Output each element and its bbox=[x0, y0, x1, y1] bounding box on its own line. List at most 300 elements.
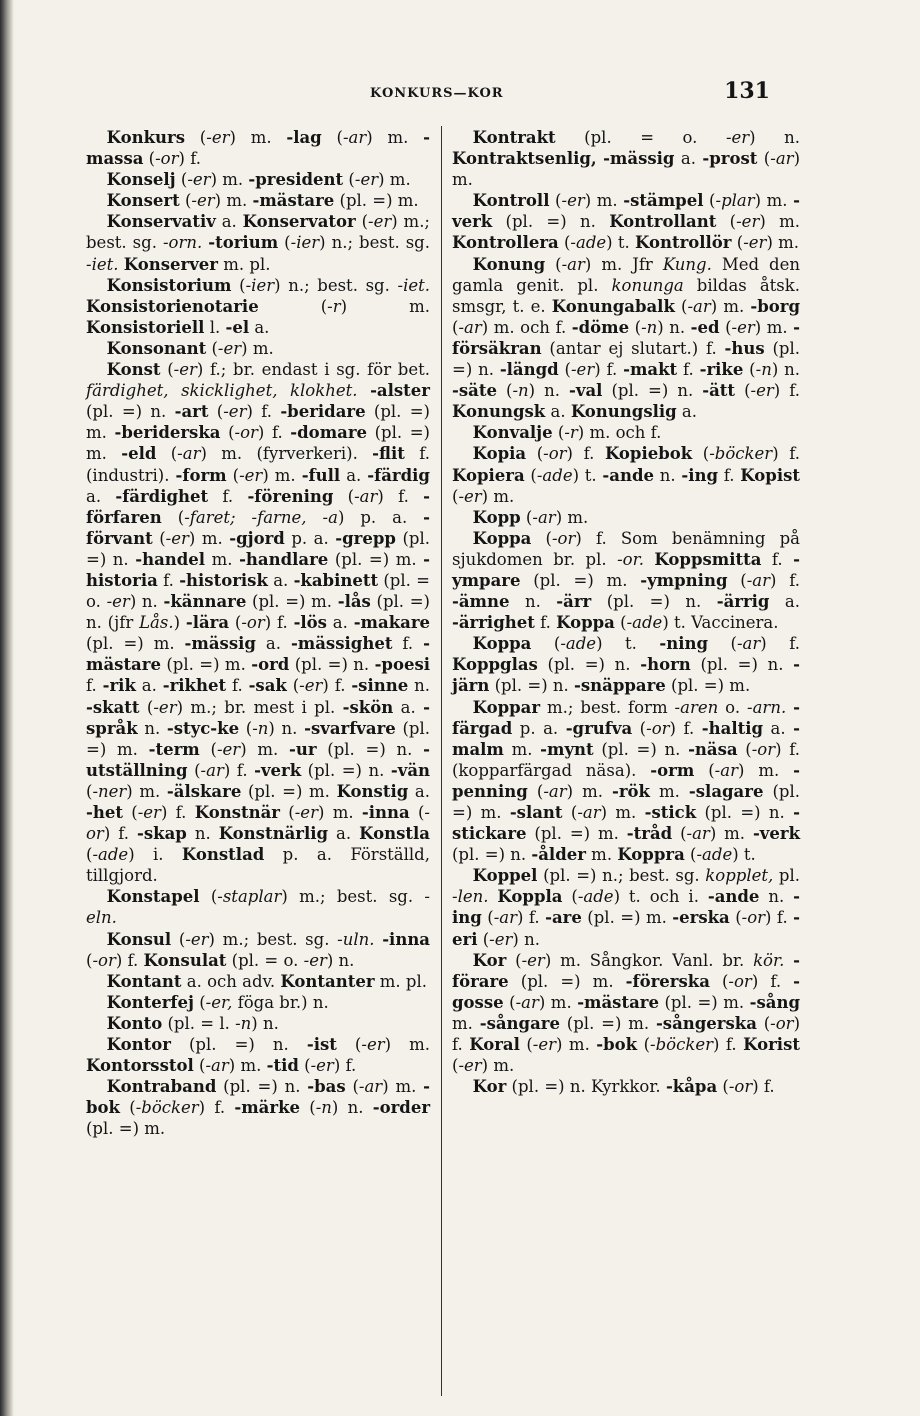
headword: Konstlad bbox=[181, 845, 265, 865]
entry-text: ) m. Sångkor. Vanl. br. bbox=[544, 950, 754, 970]
headword: -ing bbox=[681, 465, 719, 485]
entry-text: ) f. bbox=[594, 360, 624, 380]
entry-text: ) m. bbox=[378, 170, 411, 190]
entry-text: ( bbox=[481, 908, 494, 928]
italic-form: -ade bbox=[577, 887, 614, 907]
italic-form: -n bbox=[755, 360, 772, 380]
entry-text: ) n.; best. sg. bbox=[274, 275, 398, 295]
entry-text: m. pl. bbox=[374, 971, 427, 991]
headword: -orm bbox=[650, 760, 695, 780]
headword: Konungslig bbox=[570, 402, 677, 422]
entry-text: ( bbox=[719, 317, 732, 337]
headword: -ning bbox=[659, 634, 709, 654]
italic-form: -n bbox=[315, 1098, 332, 1118]
headword: Konsistorienotarie bbox=[86, 296, 259, 316]
entry-text: (pl. =) m. bbox=[665, 676, 751, 696]
italic-form: -ar bbox=[358, 1077, 383, 1097]
headword: -domare bbox=[290, 423, 368, 443]
headword: Kopist bbox=[740, 465, 800, 485]
entry-text: ( bbox=[743, 360, 756, 380]
headword: -svarfvare bbox=[304, 718, 396, 738]
italic-form: Kung. bbox=[662, 254, 712, 274]
entry-text: ) m. bbox=[737, 760, 794, 780]
column-divider bbox=[441, 126, 442, 1396]
headword: -ympning bbox=[640, 570, 728, 590]
headword: Koppa bbox=[472, 528, 532, 548]
entry-text: ( bbox=[632, 718, 647, 738]
entry-text: (pl. =) m. bbox=[581, 908, 673, 928]
italic-form: -ade bbox=[536, 465, 573, 485]
headword: Konsistorium bbox=[106, 275, 232, 295]
entry-text: ) n. bbox=[268, 718, 305, 738]
headword: Kontor bbox=[106, 1035, 171, 1055]
entry-text: f. bbox=[208, 486, 248, 506]
entry-text: ) n. bbox=[771, 360, 800, 380]
entry-text: (pl. =) m. bbox=[86, 402, 430, 443]
headword: -styc-ke bbox=[166, 718, 240, 738]
italic-form: -er bbox=[216, 739, 241, 759]
dictionary-entry bbox=[86, 359, 430, 886]
entry-text: a. bbox=[340, 465, 368, 485]
entry-text: ( bbox=[545, 254, 562, 274]
entry-text: ( bbox=[552, 423, 565, 443]
italic-form: färdighet, skicklighet, klokhet. bbox=[86, 381, 358, 401]
entry-text: ) m.; best. sg. bbox=[208, 929, 338, 949]
italic-form: -plar bbox=[715, 191, 755, 211]
entry-text: ) f. bbox=[264, 613, 294, 633]
entry-text: a. bbox=[393, 697, 424, 717]
headword: -tråd bbox=[626, 824, 673, 844]
headword: -ärrighet bbox=[452, 613, 535, 633]
entry-text: ( bbox=[333, 486, 355, 506]
entry-text: l. bbox=[204, 317, 226, 337]
headword: -kännare bbox=[163, 592, 247, 612]
italic-form: -ier bbox=[290, 233, 320, 253]
entry-text: ( bbox=[520, 507, 533, 527]
entry-text bbox=[358, 381, 371, 400]
entry-text: p. a. bbox=[512, 718, 566, 738]
headword: -mästare bbox=[577, 992, 659, 1012]
headword: -förvant bbox=[86, 507, 431, 548]
italic-form: -len. bbox=[452, 887, 489, 907]
italic-form: -er bbox=[458, 486, 482, 506]
entry-text: (pl. =) m. bbox=[526, 824, 627, 844]
entry-text: (pl. =) m. bbox=[520, 570, 641, 590]
italic-form: -or bbox=[646, 718, 670, 738]
headword: -inna bbox=[382, 929, 431, 949]
entry-text: ( bbox=[156, 444, 178, 464]
entry-text: ( bbox=[122, 803, 138, 822]
italic-form: -er bbox=[206, 128, 230, 147]
entry-text: ( bbox=[684, 845, 697, 865]
entry-text: ( bbox=[614, 613, 627, 633]
entry-text: (pl. =) m. bbox=[86, 634, 185, 654]
entry-text: ) m. bbox=[754, 191, 794, 211]
headword: -skatt bbox=[86, 697, 140, 717]
entry-text: ( bbox=[86, 950, 93, 970]
entry-text: ( bbox=[226, 465, 240, 485]
italic-form: -or bbox=[92, 950, 116, 970]
headword: Konstig bbox=[336, 781, 409, 801]
entry-text: ( bbox=[185, 128, 207, 147]
headword: -malm bbox=[452, 718, 800, 759]
headword: -mästare bbox=[86, 634, 430, 675]
entry-text: (pl. =) n. bbox=[452, 845, 532, 865]
left-column bbox=[86, 127, 430, 1140]
italic-form: -böcker bbox=[135, 1098, 199, 1118]
entry-text: a. bbox=[676, 402, 698, 422]
italic-form: -n bbox=[512, 381, 529, 401]
italic-form: -er bbox=[521, 950, 545, 970]
entry-text: ) f. bbox=[770, 570, 800, 590]
entry-text: a. bbox=[249, 317, 270, 337]
entry-text: ( bbox=[526, 444, 544, 464]
headword: -erska bbox=[672, 908, 730, 928]
headword: Konsert bbox=[106, 191, 180, 211]
entry-text: ) m. och f. bbox=[481, 317, 572, 337]
italic-form: -ar bbox=[714, 760, 738, 780]
headword: -järn bbox=[452, 655, 800, 696]
headword: -grepp bbox=[335, 528, 396, 548]
italic-form: -iet. bbox=[397, 275, 431, 295]
entry-text: ) m. och f. bbox=[577, 423, 662, 443]
headword: -sak bbox=[248, 676, 287, 696]
headword: Kontrollör bbox=[634, 233, 732, 253]
entry-text: f. bbox=[226, 676, 249, 696]
headword: -lag bbox=[286, 128, 322, 147]
dictionary-entry bbox=[452, 697, 800, 866]
dictionary-entry bbox=[86, 1013, 430, 1034]
italic-form: -or bbox=[241, 613, 265, 633]
italic-form: -ar bbox=[493, 908, 518, 928]
headword: -mästare bbox=[252, 191, 335, 211]
entry-text: ( bbox=[239, 718, 253, 738]
headword: Konsulat bbox=[143, 950, 227, 970]
entry-text: ) m. bbox=[584, 191, 624, 211]
italic-form: -or bbox=[741, 908, 766, 928]
entry-text: ) f. bbox=[751, 971, 794, 991]
italic-form: -ar bbox=[354, 486, 378, 506]
entry-text: n. bbox=[509, 592, 557, 612]
entry-text: ( bbox=[527, 781, 544, 801]
headword: -inna bbox=[361, 803, 410, 822]
headword: -ålder bbox=[531, 845, 586, 865]
entry-text: (pl. =) m. bbox=[246, 592, 338, 612]
entry-text: ( bbox=[694, 760, 715, 780]
entry-text: ) m. bbox=[366, 128, 424, 147]
entry-text: (pl. =) m. bbox=[328, 549, 424, 569]
italic-form: -or bbox=[770, 1013, 794, 1033]
entry-text: ( bbox=[477, 929, 490, 949]
headword: Koppsmitta bbox=[654, 549, 762, 569]
headword: -vän bbox=[390, 760, 431, 780]
italic-form: -er bbox=[217, 338, 242, 358]
entry-text: ) m. bbox=[188, 528, 230, 548]
page-edge-shadow bbox=[0, 0, 14, 1416]
entry-text: (pl. =) m. bbox=[508, 971, 626, 991]
entry-text: ) n. bbox=[129, 592, 164, 612]
italic-form: -er bbox=[185, 929, 209, 949]
dictionary-entry bbox=[86, 169, 430, 190]
entry-text: ( bbox=[231, 275, 246, 295]
headword: -het bbox=[86, 803, 123, 822]
headword: Koppa bbox=[556, 613, 615, 633]
entry-text: a. bbox=[328, 824, 360, 844]
headword: -handlare bbox=[239, 549, 329, 569]
entry-text: ( bbox=[731, 233, 744, 253]
headword: -mässig bbox=[603, 149, 675, 169]
entry-text: f. bbox=[718, 465, 741, 485]
entry-text: ) m.; best. sg. bbox=[281, 887, 425, 907]
italic-form: -er bbox=[743, 233, 767, 253]
headword: -borg bbox=[750, 296, 800, 316]
dictionary-entry bbox=[452, 950, 800, 1077]
entry-text: ( bbox=[278, 233, 291, 253]
entry-text: (pl. =) m. bbox=[86, 718, 430, 759]
italic-form: -aren bbox=[674, 697, 719, 717]
entry-text: ) f. (kopparfärgad näsa). bbox=[452, 739, 801, 780]
headword: -bok bbox=[596, 1035, 638, 1055]
headword: Konst bbox=[106, 360, 161, 380]
headword: -försäkran bbox=[452, 317, 800, 358]
entry-text: p. a. Förställd, tillgjord. bbox=[86, 845, 430, 886]
entry-text: f. bbox=[677, 360, 700, 380]
entry-text: (antar ej slutart.) f. bbox=[541, 338, 725, 358]
entry-text: ( bbox=[674, 296, 688, 316]
entry-text: ( bbox=[549, 191, 562, 211]
italic-form: -ar bbox=[342, 128, 367, 147]
entry-text: ( bbox=[562, 803, 578, 822]
entry-text: (pl. = o. bbox=[86, 570, 430, 612]
entry-text: ) t. och i. bbox=[613, 887, 708, 907]
entry-text: (pl. = o. bbox=[555, 128, 726, 147]
entry-text: ) m. (fyrverkeri). bbox=[200, 444, 373, 464]
italic-form: -or bbox=[551, 528, 576, 548]
headword: -haltig bbox=[701, 718, 764, 738]
entry-text: a. bbox=[267, 570, 294, 590]
entry-text: (pl. =) n.; best. sg. bbox=[537, 866, 706, 886]
headword: Konsul bbox=[106, 929, 172, 949]
entry-text: ) f. bbox=[160, 803, 195, 822]
entry-text: ( bbox=[86, 845, 93, 865]
italic-form: konunga bbox=[611, 275, 684, 295]
entry-text: ( bbox=[735, 381, 751, 401]
entry-text: ( bbox=[531, 634, 561, 654]
dictionary-entry bbox=[86, 1034, 430, 1076]
headword: -stickare bbox=[452, 803, 800, 844]
entry-text: ) n. bbox=[326, 950, 355, 970]
headword: -eri bbox=[452, 908, 800, 949]
entry-text: ) n.; best. sg. bbox=[319, 233, 430, 253]
entry-text: (pl. =) n. bbox=[489, 676, 574, 696]
italic-form: -er bbox=[725, 128, 750, 147]
headword: Kontrollant bbox=[609, 212, 717, 232]
italic-form: -ade bbox=[570, 233, 607, 253]
headword: Koppel bbox=[472, 866, 538, 886]
headword: -eld bbox=[121, 444, 157, 464]
headword: Kontorsstol bbox=[86, 1056, 194, 1076]
italic-form: -ade bbox=[626, 613, 663, 633]
italic-form: -or bbox=[728, 1077, 753, 1097]
entry-text: ( bbox=[321, 128, 343, 147]
italic-form: -er bbox=[223, 402, 247, 422]
headword: Konstapel bbox=[106, 887, 200, 907]
entry-text: (pl. =) n. bbox=[216, 1077, 308, 1097]
headword: -ympare bbox=[452, 549, 800, 590]
headword: -säte bbox=[452, 381, 497, 401]
entry-text: (pl. =) n. bbox=[316, 739, 424, 759]
entry-text: n. bbox=[759, 887, 794, 907]
entry-text: ) m. bbox=[214, 191, 253, 211]
entry-text: ) p. a. bbox=[337, 507, 424, 527]
entry-text: ( bbox=[175, 170, 188, 190]
entry-text: (pl. =) n. bbox=[537, 655, 641, 675]
italic-form: -er bbox=[458, 1056, 482, 1076]
dictionary-entry bbox=[86, 275, 430, 338]
entry-text: ( bbox=[727, 570, 747, 590]
entry-text: p. a. bbox=[284, 528, 336, 548]
entry-text: ) f. bbox=[452, 1013, 801, 1055]
italic-form: -ar bbox=[177, 444, 201, 464]
headword: -förfaren bbox=[86, 486, 430, 527]
headword: -ur bbox=[289, 739, 317, 759]
entry-text: ) f. bbox=[760, 634, 800, 654]
headword: -förerska bbox=[625, 971, 710, 991]
italic-form: -or bbox=[86, 803, 430, 844]
entry-text: ( bbox=[506, 950, 522, 970]
headword: -hus bbox=[724, 338, 765, 358]
entry-text: a. bbox=[545, 402, 571, 422]
headword: Kontrollera bbox=[452, 233, 559, 253]
entry-text: ( bbox=[280, 803, 295, 822]
italic-form: -er bbox=[361, 1035, 385, 1055]
italic-form: -böcker bbox=[650, 1035, 713, 1055]
headword: Kontroll bbox=[472, 191, 550, 211]
entry-text: n. bbox=[137, 718, 167, 738]
italic-form: -arn. bbox=[747, 697, 787, 717]
entry-text: ) t. bbox=[606, 233, 635, 253]
entry-text: ( bbox=[343, 170, 355, 190]
entry-text: f. bbox=[761, 549, 794, 569]
headword: Konto bbox=[106, 1013, 163, 1033]
dictionary-entry bbox=[452, 254, 800, 423]
entry-text: a. bbox=[769, 592, 800, 612]
entry-text: ) n. bbox=[331, 1098, 373, 1118]
entry-text: ) n. bbox=[251, 1013, 279, 1033]
entry-text: ) n. bbox=[512, 929, 540, 949]
entry-text: a. bbox=[215, 212, 243, 232]
headword: -president bbox=[248, 170, 344, 190]
headword: -poesi bbox=[374, 655, 431, 675]
page-number: 131 bbox=[724, 78, 770, 104]
italic-form: -ar bbox=[736, 634, 761, 654]
entry-text: ( bbox=[143, 149, 156, 169]
entry-text: ( bbox=[220, 423, 235, 443]
italic-form: -orn. bbox=[162, 233, 203, 253]
headword: -el bbox=[225, 317, 250, 337]
headword: Kor bbox=[472, 1077, 507, 1097]
dictionary-entry bbox=[86, 886, 430, 928]
headword: -historisk bbox=[179, 570, 268, 590]
right-column bbox=[452, 127, 800, 1097]
headword: -rök bbox=[612, 781, 650, 801]
italic-form: -er bbox=[750, 381, 774, 401]
italic-form: -er bbox=[570, 360, 595, 380]
entry-text: ) m. bbox=[766, 233, 800, 253]
italic-form: -er bbox=[187, 170, 211, 190]
headword: Konservativ bbox=[106, 212, 216, 232]
entry-text: m. bbox=[503, 739, 541, 759]
entry-text: a. bbox=[763, 718, 794, 738]
entry-text: (pl. =) n. bbox=[492, 212, 610, 232]
entry-text: ( bbox=[86, 781, 93, 801]
headword: Kopiebok bbox=[604, 444, 693, 464]
dictionary-entry bbox=[86, 338, 430, 359]
entry-text: ( bbox=[193, 992, 206, 1012]
entry-text: ) m. bbox=[600, 803, 645, 822]
entry-text: ( bbox=[503, 992, 516, 1012]
entry-text: ( bbox=[672, 824, 687, 844]
italic-form: -ar bbox=[515, 992, 539, 1012]
headword: Koppa bbox=[472, 634, 532, 654]
headword: -ed bbox=[690, 317, 720, 337]
italic-form: -er bbox=[239, 465, 263, 485]
entry-text: (pl. = o. bbox=[226, 950, 304, 970]
dictionary-entry bbox=[86, 1076, 430, 1139]
italic-form: -er bbox=[310, 1056, 334, 1076]
entry-text: ( bbox=[206, 338, 218, 358]
entry-text: ( bbox=[119, 1098, 136, 1118]
headword: -full bbox=[301, 465, 341, 485]
italic-form: -er bbox=[354, 170, 379, 190]
italic-form: -uln. bbox=[337, 929, 375, 949]
headword: -term bbox=[148, 739, 200, 759]
headword: Kor bbox=[472, 950, 507, 970]
headword: -rikhet bbox=[162, 676, 227, 696]
entry-text: ) m. bbox=[384, 1035, 430, 1055]
headword: -penning bbox=[452, 760, 800, 801]
entry-text: (pl. =) m. bbox=[86, 1119, 166, 1139]
headword: Konung bbox=[472, 254, 546, 274]
italic-form: -er bbox=[153, 697, 177, 717]
entry-text: ) n. bbox=[749, 128, 800, 147]
entry-text: ( bbox=[199, 739, 217, 759]
headword: -lära bbox=[185, 613, 230, 633]
page-header bbox=[370, 78, 770, 108]
entry-text: (pl. =) n. bbox=[301, 760, 391, 780]
headword: -lås bbox=[337, 592, 371, 612]
entry-text: ( bbox=[519, 1035, 533, 1055]
entry-text: ) f. bbox=[752, 1077, 775, 1097]
italic-form: -er bbox=[294, 803, 318, 822]
headword: -val bbox=[569, 381, 603, 401]
entry-text: (pl. =) n. bbox=[690, 655, 794, 675]
entry-text: ) n. bbox=[528, 381, 570, 401]
entry-text: ) m. bbox=[382, 1077, 424, 1097]
headword: -horn bbox=[640, 655, 691, 675]
entry-text: ( bbox=[139, 697, 154, 717]
headword: -ord bbox=[251, 655, 290, 675]
headword: Konvalje bbox=[472, 423, 553, 443]
entry-text: ( bbox=[187, 760, 201, 780]
entry-text: ) t. bbox=[732, 845, 756, 865]
italic-form: -ar bbox=[770, 149, 794, 169]
entry-text: ( bbox=[737, 739, 752, 759]
entry-text bbox=[644, 550, 654, 569]
entry-text: ) m. bbox=[709, 824, 753, 844]
headword: -stick bbox=[644, 803, 697, 822]
entry-text: ( bbox=[629, 317, 642, 337]
